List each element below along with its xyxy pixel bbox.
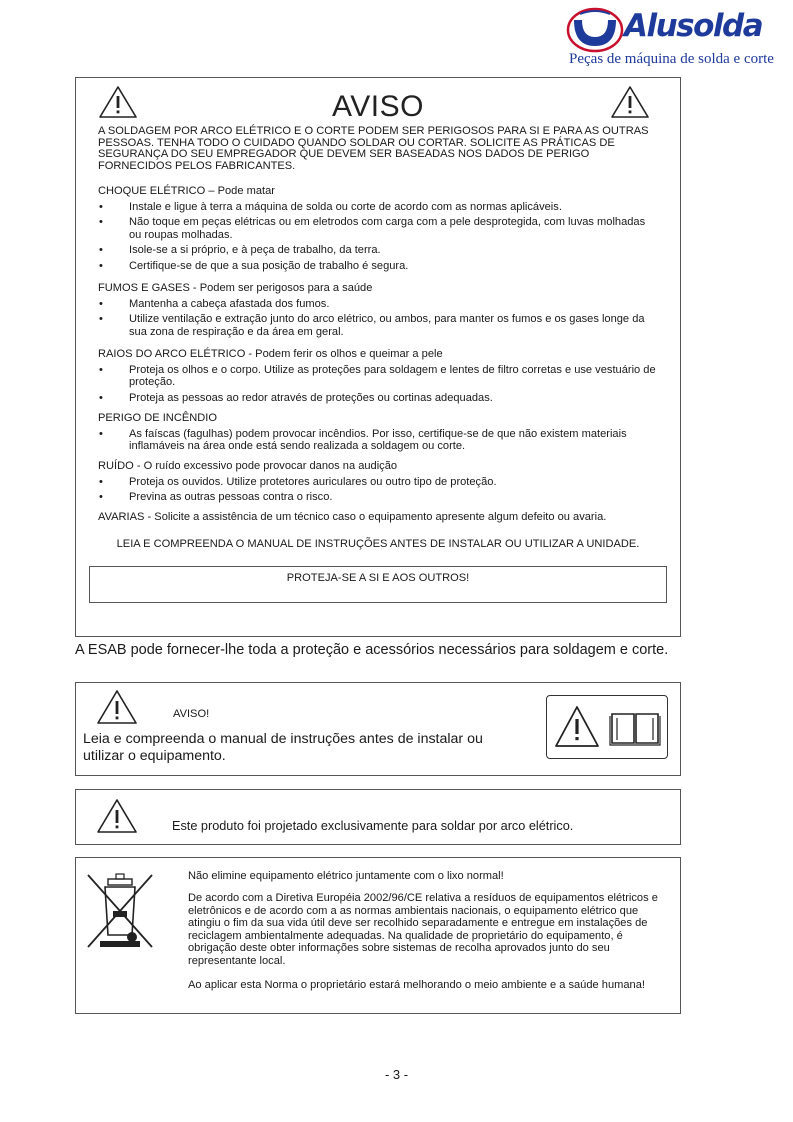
esab-protection-paragraph: A ESAB pode fornecer-lhe toda a proteção e acessórios necessários para soldagem e corte.: [75, 642, 669, 658]
weee-directive-paragraph: De acordo com a Diretiva Européia 2002/96/CE relativa a resíduos de equipamentos elétricos e eletrônicos e de acordo com a as normas ambientais nacionais, o equipamento elétrico que atingiu o fim da sua vida útil deve ser recolhido separadamente e entregue em instalações de reciclagem ambientalmente adequadas. Na qualidade de proprietário do equipamento, é obrigação deste obter informações sobre sistemas de recolha aprovados junto do seu representante local.: [188, 892, 658, 967]
logo-tagline: Peças de máquina de solda e corte: [569, 51, 774, 67]
section-heading: FUMOS E GASES - Podem ser perigosos para a saúde: [98, 282, 373, 294]
weee-disposal-box: [75, 857, 681, 1014]
warning-triangle-icon: [554, 705, 600, 749]
arc-welding-only-text: Este produto foi projetado exclusivamente para soldar por arco elétrico.: [172, 819, 574, 833]
warning-triangle-icon: [96, 798, 138, 834]
list-item: • Isole-se a si próprio, e à peça de trabalho, da terra.: [99, 244, 381, 256]
list-item: • Proteja as pessoas ao redor através de proteções ou cortinas adequadas.: [99, 391, 493, 404]
read-manual-box: [75, 682, 681, 776]
read-manual-notice: LEIA E COMPREENDA O MANUAL DE INSTRUÇÕES ANTES DE INSTALAR OU UTILIZAR A UNIDADE.: [116, 538, 640, 550]
warning-intro: A SOLDAGEM POR ARCO ELÉTRICO E O CORTE PODEM SER PERIGOSOS PARA SI E PARA AS OUTRAS PESSOAS. TENHA TODO O CUIDADO QUANDO SOLDAR OU CORTAR. SOLICITE AS PRÁTICAS DE SEGURANÇA DO SEU EMPREGADOR QUE DEVEM SER BASEADAS NOS DADOS DE PERIGO FORNECIDOS PELOS FABRICANTES.: [98, 125, 649, 173]
list-item: • Instale e ligue à terra a máquina de solda ou corte de acordo com as normas aplicáveis.: [99, 200, 562, 213]
list-item: • Proteja os ouvidos. Utilize protetores auriculares ou outro tipo de proteção.: [99, 475, 497, 488]
section-fumes-gases: [98, 282, 658, 338]
manual-book-icon: [609, 710, 661, 746]
list-item: • Certifique-se de que a sua posição de trabalho é segura.: [99, 259, 409, 272]
list-item: • Utilize ventilação e extração junto do arco elétrico, ou ambos, para manter os fumos e os gases longe da sua zona de respiração e da área em geral.: [99, 313, 645, 338]
warning-title: AVISO: [332, 90, 424, 123]
section-heading: CHOQUE ELÉTRICO – Pode matar: [98, 185, 275, 197]
weee-closing-paragraph: Ao aplicar esta Norma o proprietário estará melhorando o meio ambiente e a saúde humana!: [188, 979, 645, 991]
section-noise: [98, 460, 658, 504]
section-heading: RUÍDO - O ruído excessivo pode provocar danos na audição: [98, 460, 398, 472]
alusolda-logo-icon: [566, 6, 624, 54]
section-heading: PERIGO DE INCÊNDIO: [98, 412, 217, 424]
list-item: • Não toque em peças elétricas ou em eletrodos com carga com a pele desprotegida, com luvas molhadas ou roupas molhadas.: [99, 216, 646, 241]
section-heading: RAIOS DO ARCO ELÉTRICO - Podem ferir os olhos e queimar a pele: [98, 348, 443, 360]
damage-note: AVARIAS - Solicite a assistência de um técnico caso o equipamento apresente algum defeito ou avaria.: [98, 511, 607, 523]
list-item: • Mantenha a cabeça afastada dos fumos.: [99, 297, 330, 310]
section-fire-hazard: [98, 412, 658, 453]
protect-notice: PROTEJA-SE A SI E AOS OUTROS!: [89, 566, 667, 603]
read-manual-text: Leia e compreenda o manual de instruções antes de instalar ou utilizar o equipamento.: [83, 731, 483, 764]
brand-logo: [562, 2, 774, 74]
section-arc-rays: [98, 348, 658, 404]
weee-heading: Não elimine equipamento elétrico juntamente com o lixo normal!: [188, 870, 504, 882]
aviso-label: AVISO!: [173, 708, 210, 720]
crossed-out-bin-icon: [86, 871, 154, 951]
list-item: • Previna as outras pessoas contra o risco.: [99, 491, 333, 503]
arc-welding-only-box: [75, 789, 681, 845]
warning-triangle-icon: [96, 689, 138, 725]
safety-warning-box: [75, 77, 681, 637]
logo-name: Alusolda: [624, 8, 763, 44]
list-item: • As faíscas (fagulhas) podem provocar incêndios. Por isso, certifique-se de que não existem materiais inflamáveis na área onde está sendo realizada a soldagem ou corte.: [99, 427, 627, 452]
list-item: • Proteja os olhos e o corpo. Utilize as proteções para soldagem e lentes de filtro corretas e use vestuário de proteção.: [99, 363, 656, 388]
section-electric-shock: [98, 185, 658, 272]
page-number: - 3 -: [384, 1067, 409, 1082]
read-manual-pictogram: [546, 695, 668, 759]
